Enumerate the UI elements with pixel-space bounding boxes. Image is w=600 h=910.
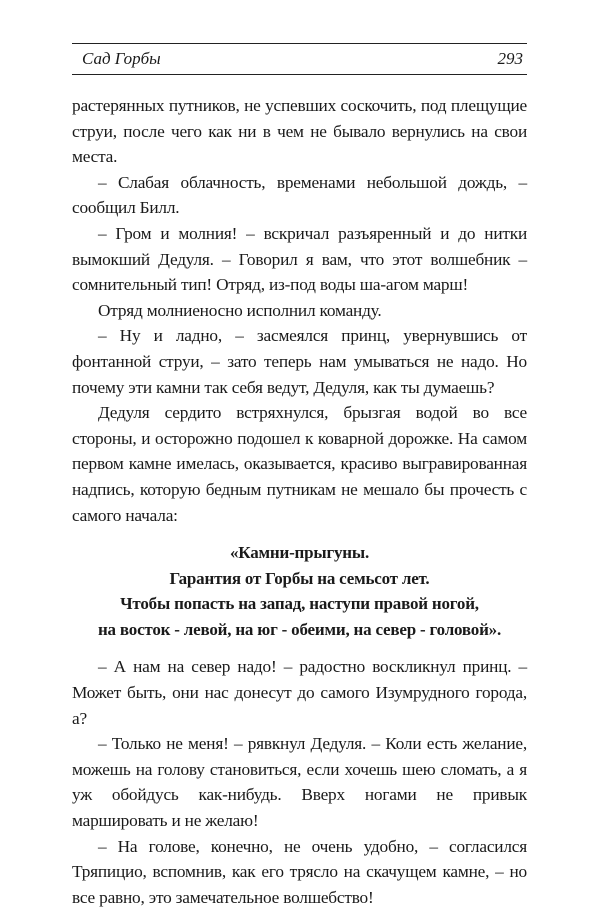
- paragraph: – Гром и молния! – вскричал разъяренный и до нитки вымокший Дедуля. – Говорил я вам, что этот волшебник – сомнительный тип! Отряд, из-под воды ша-агом марш!: [72, 223, 527, 295]
- inscription-line: Чтобы попасть на запад, наступи правой ногой,: [120, 594, 479, 614]
- paragraph: – Ну и ладно, – засмеялся принц, увернувшись от фонтанной струи, – зато теперь нам умываться не надо. Но почему эти камни так себя ведут, Дедуля, как ты думаешь?: [72, 326, 527, 397]
- inscription-line: «Камни-прыгуны.: [230, 543, 369, 563]
- paragraph: – Только не меня! – рявкнул Дедуля. – Коли есть желание, можешь на голову становиться, если хочешь шею сломать, а я уж обойдусь как-нибудь. Вверх ногами не привык маршировать и не желаю!: [72, 734, 527, 831]
- paragraph: – На голове, конечно, не очень удобно, – согласился Тряпицио, вспомнив, как его трясло на скачущем камне, – но все равно, это замечательное волшебство!: [72, 836, 527, 907]
- inscription-line: Гарантия от Горбы на семьсот лет.: [169, 568, 430, 588]
- stone-inscription: [72, 540, 527, 642]
- paragraph: Дедуля сердито встряхнулся, брызгая водой во все стороны, и осторожно подошел к коварной дорожке. На самом первом камне имелась, оказывается, красиво выгравированная надпись, которую бедным путникам не мешало бы прочесть с самого начала:: [72, 403, 527, 525]
- paragraph: растерянных путников, не успевших соскочить, под плещущие струи, после чего как ни в чем не бывало вернулись на свои места.: [72, 96, 527, 167]
- paragraph: Отряд молниеносно исполнил команду.: [98, 300, 382, 320]
- page-number: 293: [497, 49, 523, 68]
- paragraph: – А нам на север надо! – радостно воскликнул принц. – Может быть, они нас донесут до самого Изумрудного города, а?: [72, 657, 527, 728]
- inscription-line: на восток - левой, на юг - обеими, на север - головой».: [97, 619, 502, 639]
- paragraph: – Слабая облачность, временами небольшой дождь, – сообщил Билл.: [72, 172, 527, 218]
- body-text: [72, 93, 527, 910]
- running-header: [72, 43, 527, 75]
- running-title: Сад Горбы: [82, 49, 161, 68]
